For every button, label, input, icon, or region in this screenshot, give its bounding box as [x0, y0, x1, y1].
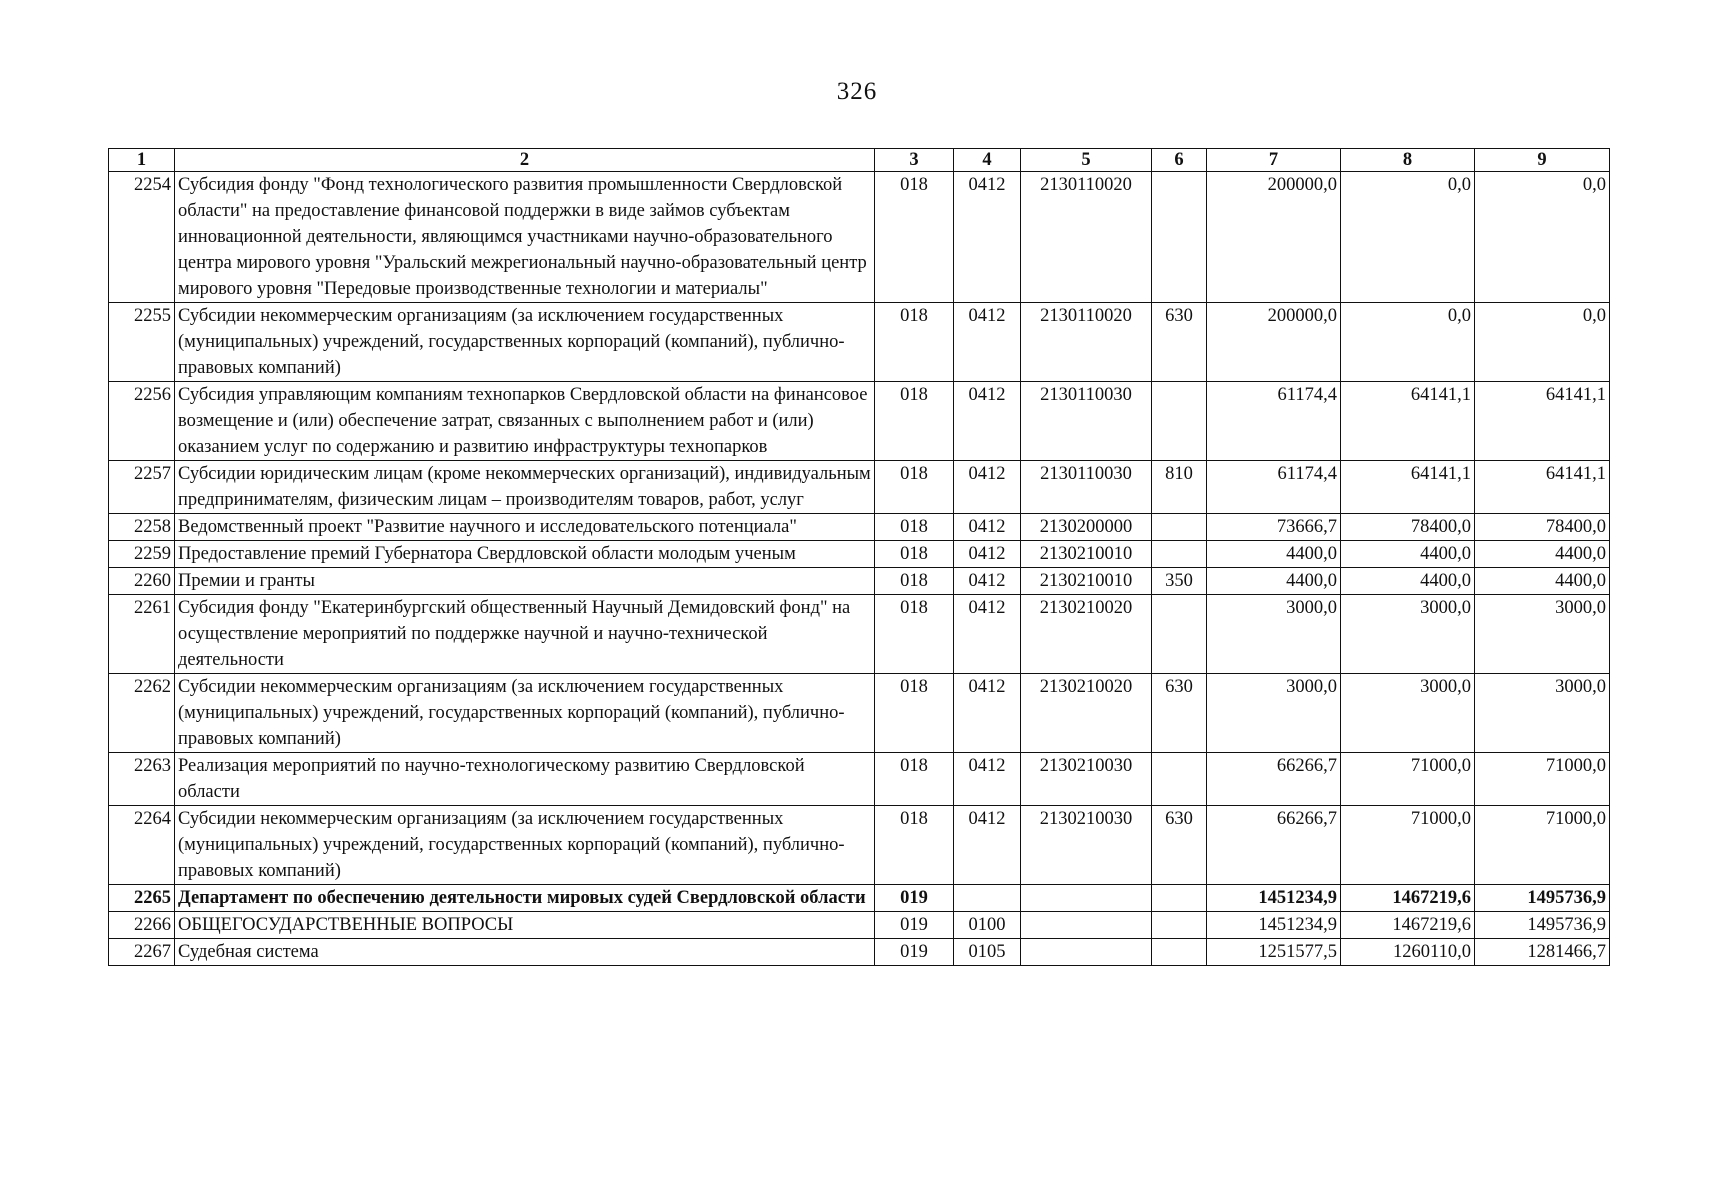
row-col-4: 0412 [954, 514, 1021, 541]
table-row [109, 382, 1610, 461]
header-cell: 7 [1207, 149, 1341, 172]
row-amount-9: 4400,0 [1475, 541, 1610, 568]
row-description: Судебная система [175, 939, 875, 966]
row-amount-9: 71000,0 [1475, 806, 1610, 885]
row-col-3: 018 [875, 172, 954, 303]
header-row [109, 149, 1610, 172]
row-number: 2256 [109, 382, 175, 461]
row-amount-8: 4400,0 [1341, 568, 1475, 595]
row-amount-8: 1467219,6 [1341, 885, 1475, 912]
row-col-3: 018 [875, 568, 954, 595]
row-col-6 [1152, 514, 1207, 541]
row-col-3: 018 [875, 303, 954, 382]
row-col-4: 0412 [954, 541, 1021, 568]
header-cell: 5 [1021, 149, 1152, 172]
row-description: Департамент по обеспечению деятельности мировых судей Свердловской области [175, 885, 875, 912]
row-amount-9: 78400,0 [1475, 514, 1610, 541]
row-col-3: 018 [875, 595, 954, 674]
row-amount-7: 3000,0 [1207, 595, 1341, 674]
row-number: 2263 [109, 753, 175, 806]
row-amount-8: 1260110,0 [1341, 939, 1475, 966]
row-col-6: 630 [1152, 806, 1207, 885]
row-amount-8: 4400,0 [1341, 541, 1475, 568]
row-amount-7: 73666,7 [1207, 514, 1341, 541]
row-amount-8: 3000,0 [1341, 674, 1475, 753]
row-amount-9: 0,0 [1475, 172, 1610, 303]
row-description: Предоставление премий Губернатора Свердловской области молодым ученым [175, 541, 875, 568]
row-amount-9: 0,0 [1475, 303, 1610, 382]
row-col-5 [1021, 912, 1152, 939]
page-number: 326 [836, 78, 878, 105]
table-row [109, 674, 1610, 753]
row-col-5: 2130210030 [1021, 753, 1152, 806]
row-amount-9: 1495736,9 [1475, 912, 1610, 939]
row-col-6 [1152, 939, 1207, 966]
row-col-5: 2130210010 [1021, 568, 1152, 595]
row-amount-7: 66266,7 [1207, 806, 1341, 885]
table-row [109, 461, 1610, 514]
row-amount-7: 4400,0 [1207, 568, 1341, 595]
row-col-5: 2130210030 [1021, 806, 1152, 885]
row-amount-7: 1451234,9 [1207, 912, 1341, 939]
row-col-4: 0412 [954, 753, 1021, 806]
table-body [109, 172, 1610, 966]
row-description: Субсидия фонду "Екатеринбургский общественный Научный Демидовский фонд" на осуществление мероприятий по поддержке научной и научно-технической деятельности [175, 595, 875, 674]
row-description: Ведомственный проект "Развитие научного и исследовательского потенциала" [175, 514, 875, 541]
row-col-6 [1152, 912, 1207, 939]
table-row [109, 806, 1610, 885]
row-description: Субсидия управляющим компаниям технопарков Свердловской области на финансовое возмещение и (или) обеспечение затрат, связанных с выполнением работ и (или) оказанием услуг по содержанию и развитию инфраструктуры технопарков [175, 382, 875, 461]
row-amount-9: 3000,0 [1475, 595, 1610, 674]
row-col-4: 0412 [954, 806, 1021, 885]
row-col-4: 0412 [954, 595, 1021, 674]
table-row [109, 568, 1610, 595]
row-number: 2261 [109, 595, 175, 674]
row-amount-7: 1451234,9 [1207, 885, 1341, 912]
row-col-3: 019 [875, 885, 954, 912]
row-col-6: 630 [1152, 674, 1207, 753]
row-amount-9: 71000,0 [1475, 753, 1610, 806]
row-number: 2264 [109, 806, 175, 885]
row-col-5: 2130110030 [1021, 382, 1152, 461]
row-col-3: 018 [875, 382, 954, 461]
row-amount-7: 200000,0 [1207, 172, 1341, 303]
row-amount-7: 66266,7 [1207, 753, 1341, 806]
row-description: Премии и гранты [175, 568, 875, 595]
row-description: Субсидии некоммерческим организациям (за исключением государственных (муниципальных) учреждений, государственных корпораций (компаний), публично-правовых компаний) [175, 806, 875, 885]
row-amount-8: 64141,1 [1341, 461, 1475, 514]
header-cell: 3 [875, 149, 954, 172]
row-amount-8: 1467219,6 [1341, 912, 1475, 939]
budget-table [108, 148, 1610, 966]
header-cell: 6 [1152, 149, 1207, 172]
row-col-3: 019 [875, 912, 954, 939]
row-col-4: 0412 [954, 461, 1021, 514]
table-row [109, 939, 1610, 966]
table-row [109, 514, 1610, 541]
header-cell: 1 [109, 149, 175, 172]
row-col-6 [1152, 541, 1207, 568]
row-col-4: 0105 [954, 939, 1021, 966]
row-amount-7: 4400,0 [1207, 541, 1341, 568]
row-amount-8: 71000,0 [1341, 753, 1475, 806]
table-row [109, 912, 1610, 939]
row-col-3: 018 [875, 514, 954, 541]
row-amount-9: 64141,1 [1475, 461, 1610, 514]
row-amount-8: 71000,0 [1341, 806, 1475, 885]
row-col-4: 0100 [954, 912, 1021, 939]
row-number: 2262 [109, 674, 175, 753]
row-col-4: 0412 [954, 568, 1021, 595]
row-col-5: 2130210020 [1021, 674, 1152, 753]
header-cell: 4 [954, 149, 1021, 172]
header-cell: 2 [175, 149, 875, 172]
row-col-3: 018 [875, 674, 954, 753]
row-col-6 [1152, 753, 1207, 806]
row-amount-7: 61174,4 [1207, 382, 1341, 461]
row-col-5: 2130210010 [1021, 541, 1152, 568]
row-amount-7: 61174,4 [1207, 461, 1341, 514]
row-amount-8: 0,0 [1341, 303, 1475, 382]
row-description: Субсидии некоммерческим организациям (за исключением государственных (муниципальных) учреждений, государственных корпораций (компаний), публично-правовых компаний) [175, 674, 875, 753]
row-amount-9: 64141,1 [1475, 382, 1610, 461]
row-col-5: 2130110020 [1021, 303, 1152, 382]
row-col-3: 018 [875, 541, 954, 568]
row-description: Субсидии некоммерческим организациям (за исключением государственных (муниципальных) учреждений, государственных корпораций (компаний), публично-правовых компаний) [175, 303, 875, 382]
row-col-4 [954, 885, 1021, 912]
row-col-5 [1021, 885, 1152, 912]
row-number: 2267 [109, 939, 175, 966]
row-col-6: 810 [1152, 461, 1207, 514]
row-col-6: 350 [1152, 568, 1207, 595]
row-col-3: 018 [875, 753, 954, 806]
row-amount-7: 3000,0 [1207, 674, 1341, 753]
row-amount-9: 4400,0 [1475, 568, 1610, 595]
table-row [109, 541, 1610, 568]
row-amount-8: 0,0 [1341, 172, 1475, 303]
row-col-5 [1021, 939, 1152, 966]
header-cell: 8 [1341, 149, 1475, 172]
row-number: 2257 [109, 461, 175, 514]
row-amount-9: 1495736,9 [1475, 885, 1610, 912]
row-col-3: 018 [875, 806, 954, 885]
row-number: 2266 [109, 912, 175, 939]
table-row [109, 753, 1610, 806]
row-col-5: 2130110020 [1021, 172, 1152, 303]
row-amount-8: 78400,0 [1341, 514, 1475, 541]
row-col-6: 630 [1152, 303, 1207, 382]
table-row [109, 303, 1610, 382]
row-amount-8: 3000,0 [1341, 595, 1475, 674]
row-col-6 [1152, 595, 1207, 674]
header-cell: 9 [1475, 149, 1610, 172]
row-description: Субсидия фонду "Фонд технологического развития промышленности Свердловской области" на предоставление финансовой поддержки в виде займов субъектам инновационной деятельности, являющимся участниками научно-образовательного центра мирового уровня "Уральский межрегиональный научно-образовательный центр мирового уровня "Передовые производственные технологии и материалы" [175, 172, 875, 303]
row-col-6 [1152, 885, 1207, 912]
row-col-3: 018 [875, 461, 954, 514]
row-description: Реализация мероприятий по научно-технологическому развитию Свердловской области [175, 753, 875, 806]
row-amount-7: 200000,0 [1207, 303, 1341, 382]
row-number: 2260 [109, 568, 175, 595]
row-col-6 [1152, 172, 1207, 303]
row-col-4: 0412 [954, 303, 1021, 382]
table-row [109, 595, 1610, 674]
row-description: Субсидии юридическим лицам (кроме некоммерческих организаций), индивидуальным предпринимателям, физическим лицам – производителям товаров, работ, услуг [175, 461, 875, 514]
row-amount-8: 64141,1 [1341, 382, 1475, 461]
row-amount-9: 3000,0 [1475, 674, 1610, 753]
row-description: ОБЩЕГОСУДАРСТВЕННЫЕ ВОПРОСЫ [175, 912, 875, 939]
row-col-5: 2130200000 [1021, 514, 1152, 541]
row-col-4: 0412 [954, 382, 1021, 461]
table-row [109, 172, 1610, 303]
row-amount-7: 1251577,5 [1207, 939, 1341, 966]
row-number: 2265 [109, 885, 175, 912]
row-number: 2258 [109, 514, 175, 541]
row-col-4: 0412 [954, 172, 1021, 303]
row-number: 2255 [109, 303, 175, 382]
row-number: 2259 [109, 541, 175, 568]
row-col-3: 019 [875, 939, 954, 966]
row-col-6 [1152, 382, 1207, 461]
row-col-5: 2130110030 [1021, 461, 1152, 514]
row-col-5: 2130210020 [1021, 595, 1152, 674]
table-row [109, 885, 1610, 912]
row-number: 2254 [109, 172, 175, 303]
row-col-4: 0412 [954, 674, 1021, 753]
row-amount-9: 1281466,7 [1475, 939, 1610, 966]
